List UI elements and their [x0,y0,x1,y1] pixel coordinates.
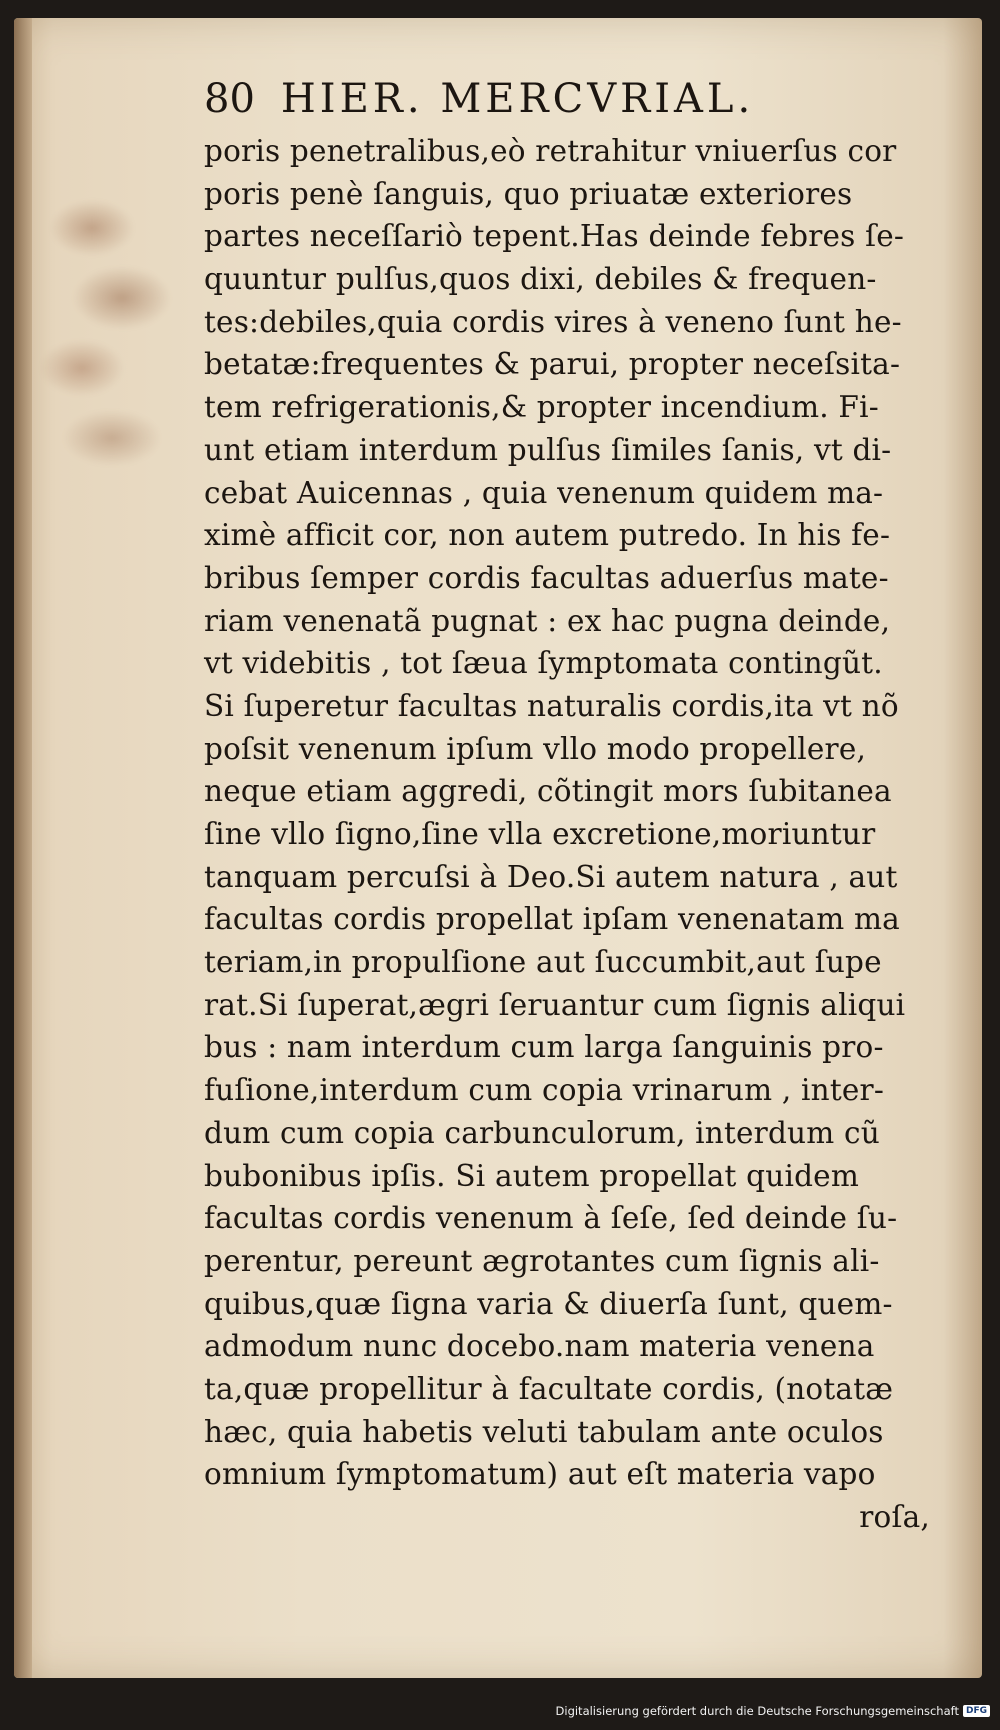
text-line: poris penetralibus,eò retrahitur vniuerſus cor [204,134,897,168]
text-line: bubonibus ipſis. Si autem propellat quidem [204,1158,860,1193]
digitization-credit [556,1704,990,1718]
text-line: poris penè ſanguis, quo priuatæ exteriores [204,176,853,211]
catchword: roſa, [859,1500,930,1534]
text-line: riam venenatã pugnat : ex hac pugna deinde, [204,603,891,638]
text-line: rat.Si ſuperat,ægri ſeruantur cum ſignis aliqui [204,987,906,1022]
running-title: HIER. MERCVRIAL. [280,76,755,122]
text-line: fuſione,interdum cum copia vrinarum , inter- [204,1073,884,1108]
marginal-ink-stain [32,188,202,488]
text-line: ximè afficit cor, non autem putredo. In his fe- [204,518,891,553]
page-gutter-edge [14,18,32,1678]
text-line: ſine vllo ſigno,ſine vlla excretione,moriuntur [204,817,876,851]
text-line: quuntur pulſus,quos dixi, debiles & frequen- [204,262,877,297]
text-line: partes neceſſariò tepent.Has deinde febres ſe- [204,219,905,254]
page-number: 80 [204,76,255,122]
text-line: tes:debiles,quia cordis vires à veneno ſunt he- [204,304,902,339]
credit-text: Digitalisierung gefördert durch die Deutsche Forschungsgemeinschaft [555,1704,959,1718]
text-line: unt etiam interdum pulſus ſimiles ſanis, vt di- [204,432,892,467]
text-line: bribus ſemper cordis facultas aduerſus mate- [204,560,889,595]
dfg-logo: DFG [963,1705,990,1717]
text-line: admodum nunc docebo.nam materia venena [204,1329,875,1364]
text-line: ta,quæ propellitur à facultate cordis, (notatæ [204,1371,894,1406]
text-line: facultas cordis venenum à ſeſe, ſed deinde ſu- [204,1201,898,1236]
text-line: tanquam percuſsi à Deo.Si autem natura , aut [204,859,898,894]
book-page [14,18,982,1678]
text-line: cebat Auicennas , quia venenum quidem ma- [204,475,884,510]
text-line: omnium ſymptomatum) aut eſt materia vapo [204,1457,876,1492]
text-line: Si ſuperetur facultas naturalis cordis,ita vt nõ [204,688,899,723]
text-line: hæc, quia habetis veluti tabulam ante oculos [204,1414,884,1449]
text-line: poſsit venenum ipſum vllo modo propellere, [204,731,867,766]
text-line: perentur, pereunt ægrotantes cum ſignis ali- [204,1243,880,1278]
text-line: tem refrigerationis,& propter incendium. Fi- [204,390,879,425]
text-line: bus : nam interdum cum larga ſanguinis pro- [204,1030,884,1065]
text-line: teriam,in propulſione aut ſuccumbit,aut ſupe [204,945,882,980]
text-line: betatæ:frequentes & parui, propter neceſsita- [204,347,901,382]
text-line: facultas cordis propellat ipſam venenatam ma [204,902,900,937]
running-header [204,68,944,130]
text-line: dum cum copia carbunculorum, interdum cũ [204,1115,880,1150]
text-line: vt videbitis , tot ſæua ſymptomata contingũt. [204,646,883,681]
text-line: neque etiam aggredi, cõtingit mors ſubitanea [204,774,892,809]
text-line: quibus,quæ ſigna varia & diuerſa ſunt, quem- [204,1286,893,1321]
page-text-block [204,68,944,1539]
